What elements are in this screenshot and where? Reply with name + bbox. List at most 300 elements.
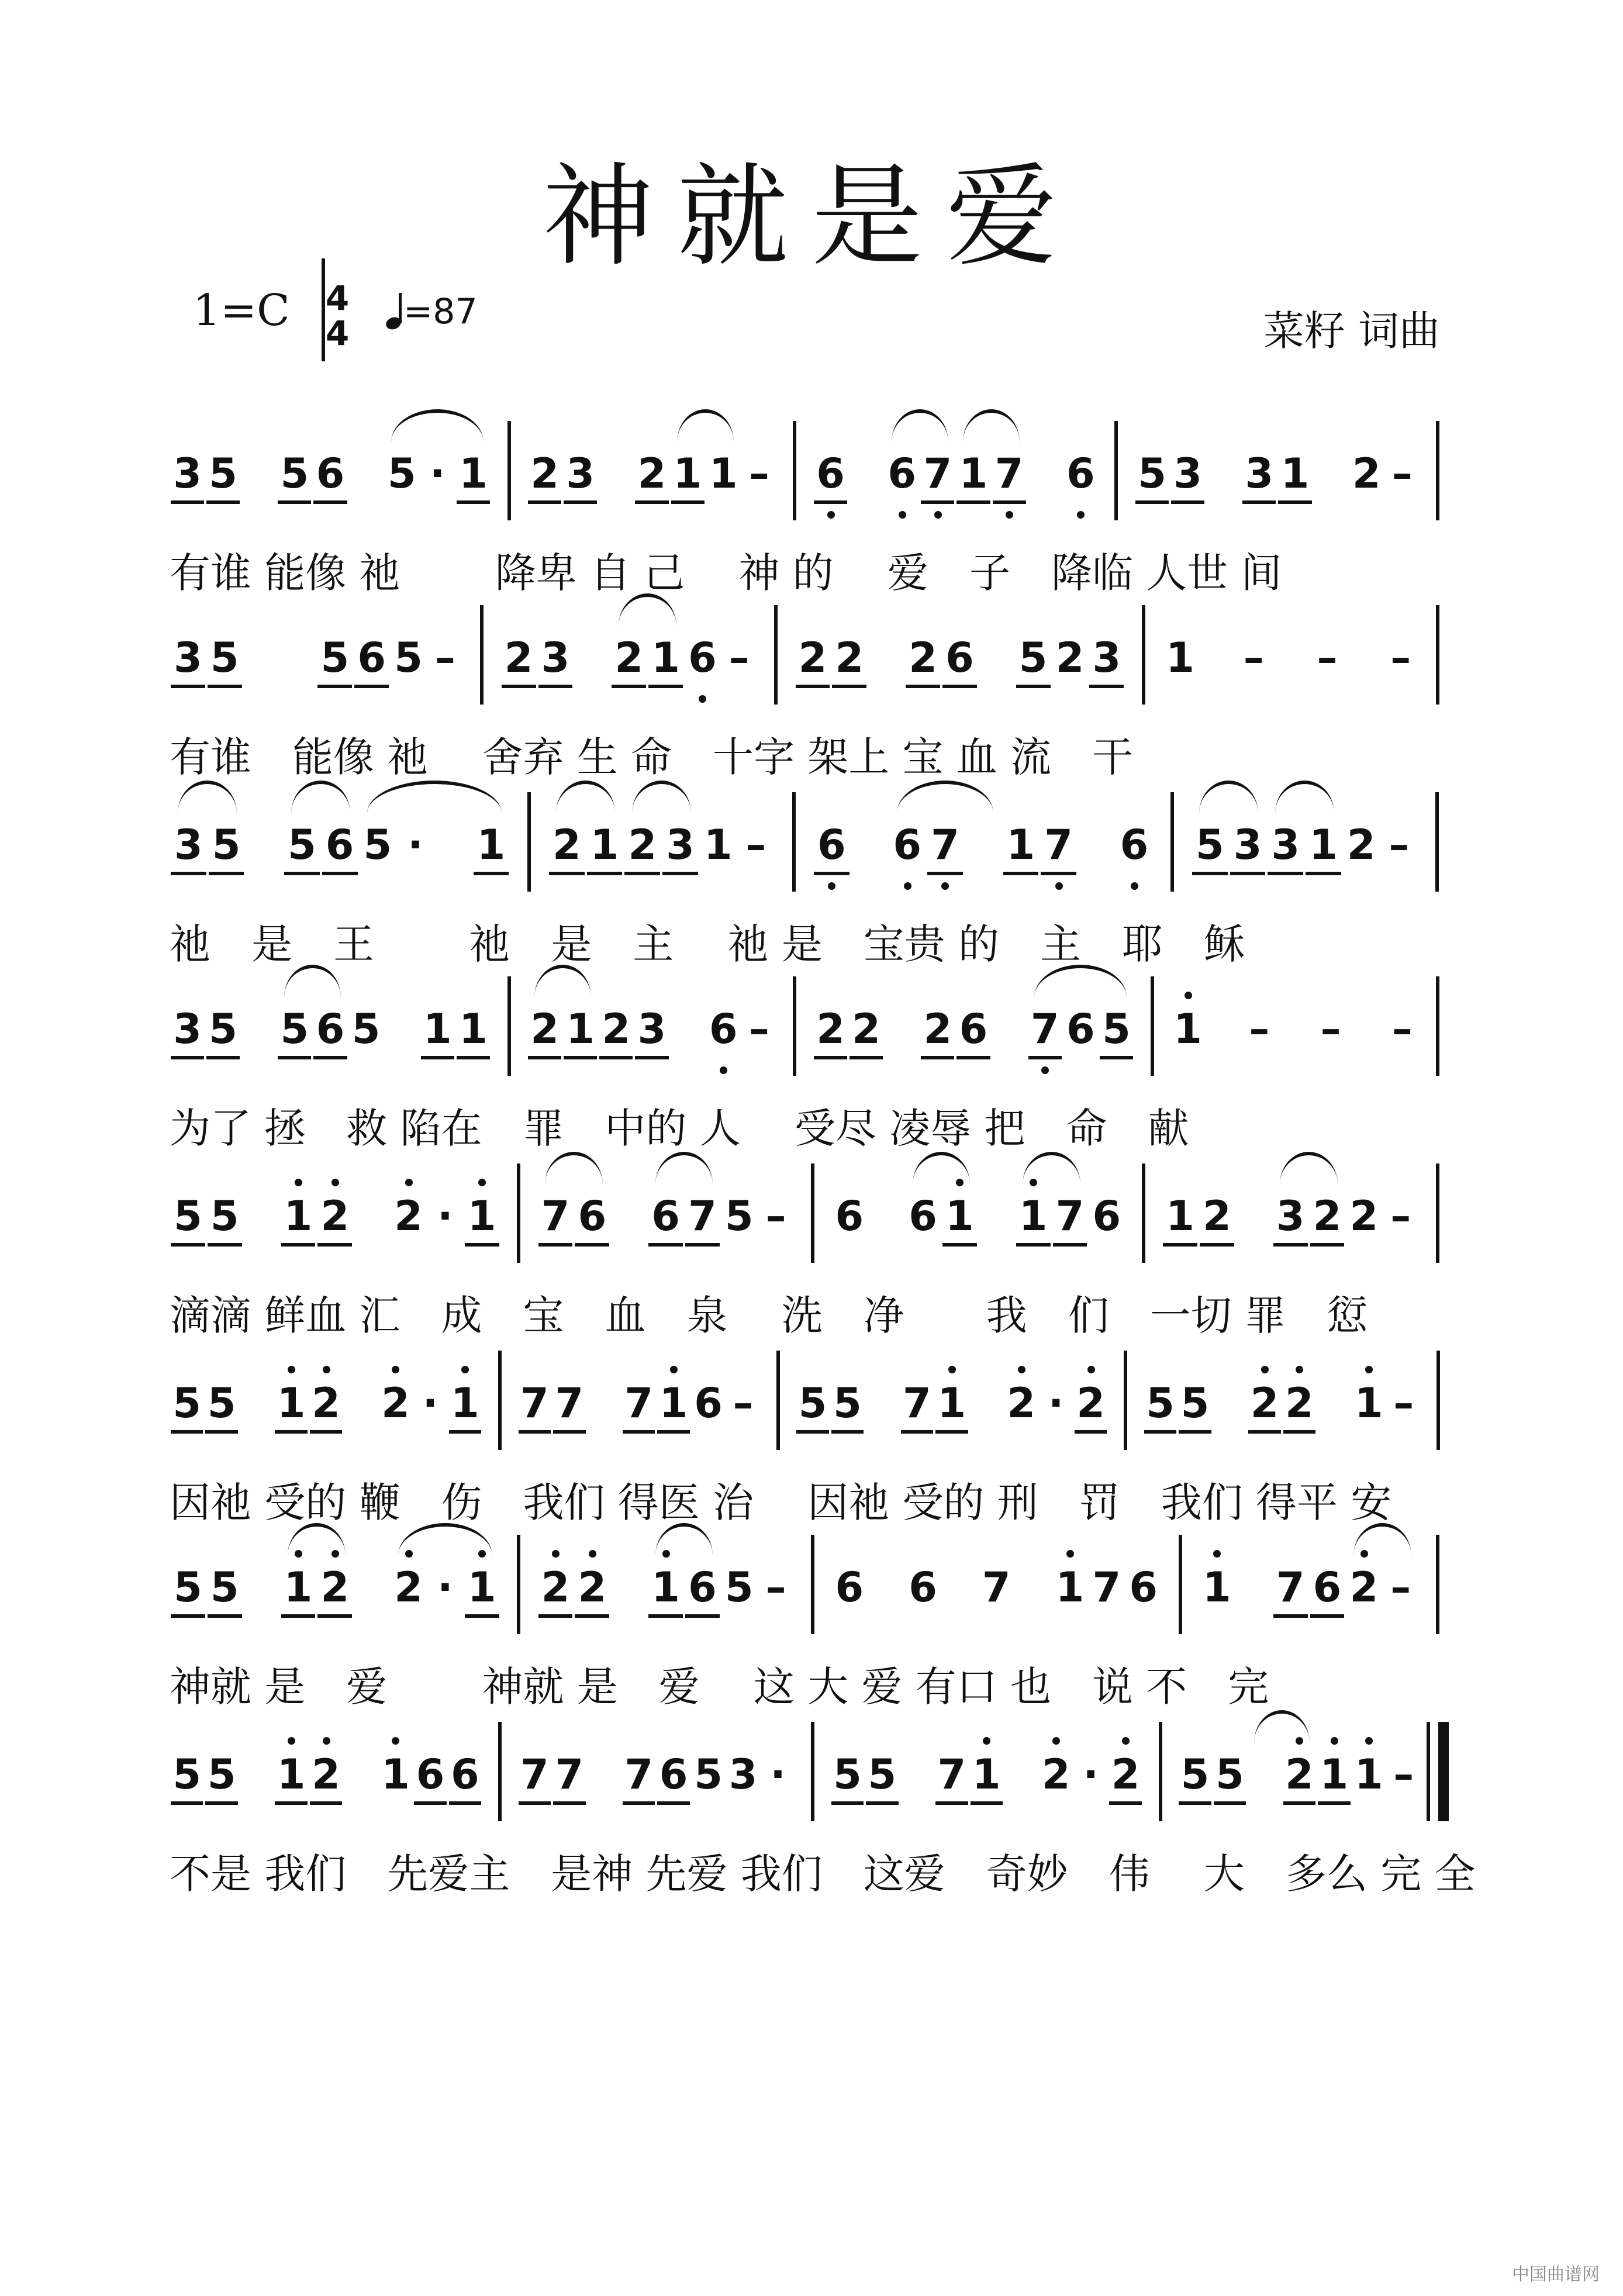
eighth-underline: [449, 1801, 481, 1805]
note: 3: [1233, 821, 1262, 869]
note: 2: [637, 450, 667, 498]
composer-credit: 菜籽 词曲: [1263, 307, 1440, 355]
notes-line: [170, 444, 1467, 526]
note: 5: [1180, 1379, 1210, 1427]
note: 1: [1354, 1379, 1383, 1427]
lyrics-text: 不是 我们 先爱主 是神 先爱 我们 这爱 奇妙 伟 大 多么 完 全: [170, 1850, 1476, 1898]
note: 2: [541, 1563, 570, 1611]
note: 1: [1166, 1192, 1194, 1240]
eighth-underline: [317, 1243, 352, 1247]
lyrics-line: [170, 1102, 1467, 1155]
eighth-underline: [538, 685, 573, 688]
notes-line: [170, 629, 1467, 710]
note: 6: [688, 1563, 717, 1611]
note: 3: [666, 821, 695, 869]
eighth-underline: [921, 500, 954, 504]
note: 6: [578, 1192, 607, 1240]
notes-line: [170, 1745, 1467, 1827]
eighth-underline: [935, 1801, 968, 1805]
note: 2: [578, 1563, 607, 1611]
low-octave-dot: [1041, 1066, 1049, 1074]
note: 2: [798, 634, 827, 682]
eighth-underline: [1268, 872, 1303, 875]
note: 5: [363, 821, 392, 869]
note: 6: [694, 1379, 723, 1427]
eighth-underline: [599, 1056, 633, 1059]
lyrics-text: 神就 是 爱 神就 是 爱 这 大 爱 有口 也 说 不 完: [170, 1663, 1269, 1711]
eighth-underline: [538, 1243, 573, 1247]
note: 2: [1349, 1192, 1379, 1240]
dash-sustain: –: [1389, 821, 1410, 869]
eighth-underline: [205, 1430, 237, 1434]
note: 2: [602, 1005, 631, 1053]
note: 2: [1076, 1379, 1106, 1427]
eighth-underline: [209, 872, 244, 875]
note: 5: [833, 1379, 862, 1427]
note: 2: [1346, 821, 1376, 869]
lyrics-line: [170, 1476, 1467, 1529]
high-octave-dot: [1261, 1366, 1269, 1373]
note: 2: [381, 1379, 410, 1427]
eighth-underline: [624, 872, 660, 875]
time-signature-line: [322, 258, 325, 361]
note: 1: [651, 1563, 680, 1611]
low-octave-dot: [1055, 882, 1063, 890]
eighth-underline: [1192, 872, 1228, 875]
eighth-underline: [474, 872, 509, 875]
slur: [655, 1152, 713, 1185]
note: 2: [394, 1192, 423, 1240]
note: 5: [387, 450, 416, 498]
slur: [913, 1152, 971, 1185]
note: 6: [1066, 1005, 1095, 1053]
eighth-underline: [623, 1801, 655, 1805]
eighth-underline: [1053, 1243, 1087, 1247]
barline: [517, 1163, 520, 1263]
note: 7: [555, 1751, 584, 1798]
note: 5: [1180, 1751, 1210, 1798]
eighth-underline: [657, 1430, 689, 1434]
slur: [291, 781, 350, 813]
note: 1: [467, 1563, 496, 1611]
barline: [480, 605, 484, 705]
eighth-underline: [278, 500, 311, 504]
note: 7: [982, 1563, 1011, 1611]
eighth-underline: [832, 685, 866, 688]
high-octave-dot: [461, 1366, 469, 1373]
lyrics-line: [170, 731, 1467, 783]
note: 2: [628, 821, 657, 869]
high-octave-dot: [288, 1366, 295, 1373]
dash-sustain: –: [748, 450, 769, 498]
eighth-underline: [685, 1243, 720, 1247]
eighth-underline: [1273, 1614, 1308, 1618]
barline: [527, 792, 531, 892]
note: 2: [1250, 1379, 1279, 1427]
barline: [507, 421, 511, 520]
note: 1: [945, 1192, 974, 1240]
note: 5: [288, 821, 316, 869]
dash-sustain: –: [1390, 634, 1411, 682]
eighth-underline: [906, 685, 940, 688]
high-octave-dot: [1365, 1366, 1373, 1373]
barline: [1114, 421, 1118, 520]
note: 2: [394, 1563, 423, 1611]
augmentation-dot: ·: [437, 1563, 453, 1611]
high-octave-dot: [1122, 1737, 1130, 1745]
barline: [811, 1163, 814, 1263]
note: 6: [835, 1192, 864, 1240]
eighth-underline: [206, 1056, 240, 1059]
note: 6: [357, 634, 386, 682]
note: 2: [320, 1192, 350, 1240]
eighth-underline: [171, 1614, 205, 1618]
note: 6: [325, 821, 354, 869]
note: 5: [172, 1751, 202, 1798]
augmentation-dot: ·: [422, 1379, 438, 1427]
note: 1: [937, 1379, 966, 1427]
note: 2: [816, 1005, 845, 1053]
note: 2: [552, 821, 581, 869]
time-signature-top: 4: [325, 278, 350, 318]
eighth-underline: [1089, 685, 1124, 688]
slur: [963, 409, 1020, 442]
note: 6: [816, 450, 845, 498]
high-octave-dot: [1296, 1366, 1303, 1373]
note: 7: [994, 450, 1024, 498]
dash-sustain: –: [748, 1005, 769, 1053]
note: 5: [798, 1379, 827, 1427]
augmentation-dot: ·: [770, 1751, 786, 1798]
eighth-underline: [648, 1614, 683, 1618]
note: 6: [316, 1005, 345, 1053]
note: 1: [277, 1751, 306, 1798]
note: 7: [555, 1379, 584, 1427]
high-octave-dot: [331, 1179, 339, 1186]
note: 5: [1196, 821, 1224, 869]
eighth-underline: [623, 1430, 655, 1434]
low-octave-dot: [1077, 511, 1085, 519]
note: 1: [590, 821, 619, 869]
eighth-underline: [657, 1801, 689, 1805]
high-octave-dot: [392, 1366, 399, 1373]
barline: [811, 1535, 814, 1634]
note: 2: [1041, 1751, 1071, 1798]
eighth-underline: [414, 1801, 446, 1805]
barline: [793, 976, 796, 1076]
note: 6: [659, 1751, 688, 1798]
time-signature-bottom: 4: [325, 313, 350, 353]
notes-line: [170, 816, 1467, 897]
barline: [774, 605, 778, 705]
note: 1: [1280, 450, 1310, 498]
slur: [545, 1152, 603, 1185]
key-signature: 1=C: [193, 285, 290, 336]
note: 6: [1120, 821, 1149, 869]
note: 6: [909, 1192, 937, 1240]
note: 2: [1352, 450, 1381, 498]
eighth-underline: [449, 1430, 481, 1434]
note: 5: [212, 821, 241, 869]
eighth-underline: [171, 1430, 203, 1434]
eighth-underline: [1283, 1430, 1315, 1434]
note: 7: [903, 1379, 931, 1427]
eighth-underline: [1179, 1430, 1211, 1434]
note: 6: [893, 821, 922, 869]
eighth-underline: [814, 872, 850, 875]
high-octave-dot: [1087, 1366, 1095, 1373]
barline: [1435, 792, 1439, 892]
slur: [892, 409, 948, 442]
eighth-underline: [278, 1056, 311, 1059]
note: 1: [459, 450, 488, 498]
eighth-underline: [956, 1056, 990, 1059]
eighth-underline: [1100, 1056, 1133, 1059]
note: 5: [833, 1751, 862, 1798]
note: 3: [1276, 1192, 1305, 1240]
eighth-underline: [1230, 872, 1266, 875]
note: 2: [614, 634, 644, 682]
dash-sustain: –: [765, 1192, 786, 1240]
eighth-underline: [519, 1801, 551, 1805]
eighth-underline: [1041, 872, 1076, 875]
dash-sustain: –: [1393, 1379, 1414, 1427]
high-octave-dot: [1018, 1366, 1025, 1373]
note: 2: [312, 1751, 340, 1798]
barline: [1170, 792, 1174, 892]
note: 7: [520, 1379, 549, 1427]
note: 1: [1309, 821, 1338, 869]
note: 5: [1138, 450, 1166, 498]
note: 5: [320, 634, 350, 682]
eighth-underline: [171, 1056, 204, 1059]
high-octave-dot: [1066, 1550, 1074, 1558]
barline: [1436, 1535, 1439, 1634]
eighth-underline: [1109, 1801, 1141, 1805]
eighth-underline: [1163, 1243, 1197, 1247]
eighth-underline: [1310, 1614, 1345, 1618]
high-octave-dot: [1052, 1737, 1060, 1745]
note: 5: [1102, 1005, 1131, 1053]
eighth-underline: [971, 1801, 1003, 1805]
note: 5: [351, 1005, 381, 1053]
low-octave-dot: [904, 882, 911, 890]
high-octave-dot: [1185, 992, 1192, 999]
note: 5: [174, 1192, 202, 1240]
note: 3: [566, 450, 595, 498]
note: 6: [316, 450, 345, 498]
note: 2: [320, 1563, 350, 1611]
dash-sustain: –: [1390, 1563, 1411, 1611]
note: 3: [541, 634, 570, 682]
high-octave-dot: [323, 1737, 330, 1745]
eighth-underline: [206, 500, 240, 504]
dash-sustain: –: [434, 634, 455, 682]
eighth-underline: [1016, 1243, 1051, 1247]
note: 5: [210, 1192, 239, 1240]
lyrics-text: 祂 是 王 祂 是 主 祂 是 宝贵 的 主 耶 稣: [170, 920, 1245, 968]
lyrics-text: 有谁 能像 祂 降卑 自 己 神 的 爱 子 降临 人世 间: [170, 549, 1282, 597]
note: 5: [724, 1563, 754, 1611]
tempo-value: =87: [403, 291, 478, 332]
eighth-underline: [662, 872, 698, 875]
low-octave-dot: [1131, 882, 1138, 890]
eighth-underline: [208, 685, 242, 688]
note: 5: [280, 1005, 309, 1053]
eighth-underline: [208, 1614, 242, 1618]
lyrics-line: [170, 1848, 1476, 1900]
augmentation-dot: ·: [1083, 1751, 1099, 1798]
eighth-underline: [502, 685, 536, 688]
slur: [632, 781, 691, 813]
eighth-underline: [814, 1056, 847, 1059]
eighth-underline: [275, 1801, 307, 1805]
eighth-underline: [171, 500, 204, 504]
note: 1: [959, 450, 988, 498]
note: 1: [459, 1005, 488, 1053]
note: 7: [541, 1192, 570, 1240]
eighth-underline: [553, 1801, 585, 1805]
note: 2: [1313, 1192, 1342, 1240]
high-octave-dot: [392, 1737, 399, 1745]
note: 2: [909, 634, 937, 682]
note: 3: [637, 1005, 667, 1053]
note: 2: [1203, 1192, 1231, 1240]
eighth-underline: [866, 1801, 898, 1805]
note: 5: [207, 1379, 236, 1427]
dash-sustain: –: [1391, 1005, 1413, 1053]
dash-sustain: –: [1320, 1005, 1341, 1053]
eighth-underline: [1248, 1430, 1280, 1434]
eighth-underline: [1278, 500, 1311, 504]
low-octave-dot: [1006, 511, 1013, 519]
slur: [391, 409, 484, 442]
barline: [517, 1535, 520, 1634]
lyrics-text: 有谁 能像 祂 舍弃 生 命 十字 架上 宝 血 流 干: [170, 733, 1134, 781]
lyrics-line: [170, 1660, 1467, 1713]
note: 6: [1129, 1563, 1158, 1611]
eighth-underline: [796, 1430, 828, 1434]
eighth-underline: [1310, 1243, 1345, 1247]
barline: [793, 421, 796, 520]
note: 2: [852, 1005, 881, 1053]
eighth-underline: [1200, 1243, 1234, 1247]
note: 1: [423, 1005, 452, 1053]
note: 7: [1044, 821, 1073, 869]
note: 7: [931, 821, 959, 869]
high-octave-dot: [948, 1366, 956, 1373]
augmentation-dot: ·: [1048, 1379, 1064, 1427]
barline: [1436, 421, 1439, 520]
note: 6: [651, 1192, 680, 1240]
note: 7: [688, 1192, 717, 1240]
barline: [776, 1351, 780, 1450]
note: 2: [504, 634, 533, 682]
eighth-underline: [671, 500, 705, 504]
lyrics-line: [170, 547, 1467, 599]
dash-sustain: –: [1317, 634, 1338, 682]
eighth-underline: [275, 1430, 307, 1434]
note: 2: [312, 1379, 340, 1427]
note: 2: [1055, 634, 1085, 682]
high-octave-dot: [478, 1179, 486, 1186]
eighth-underline: [171, 1801, 203, 1805]
note: 3: [728, 1751, 758, 1798]
high-octave-dot: [589, 1550, 596, 1558]
note: 1: [709, 450, 738, 498]
note: 1: [1055, 1563, 1085, 1611]
note: 3: [1092, 634, 1121, 682]
note: 2: [1285, 1379, 1314, 1427]
eighth-underline: [901, 1430, 933, 1434]
note: 2: [835, 634, 864, 682]
high-octave-dot: [1365, 1737, 1373, 1745]
note: 1: [284, 1563, 313, 1611]
eighth-underline: [831, 1801, 864, 1805]
dash-sustain: –: [745, 821, 766, 869]
eighth-underline: [1028, 1056, 1062, 1059]
note: 6: [909, 1563, 937, 1611]
note: 5: [280, 450, 309, 498]
note: 5: [209, 450, 238, 498]
note: 6: [416, 1751, 445, 1798]
song-title: 神就是爱: [542, 152, 1080, 281]
note: 6: [959, 1005, 988, 1053]
eighth-underline: [457, 1056, 490, 1059]
augmentation-dot: ·: [408, 821, 423, 869]
note: 7: [1092, 1563, 1121, 1611]
note: 1: [972, 1751, 1001, 1798]
note: 1: [1173, 1005, 1203, 1053]
eighth-underline: [935, 1430, 968, 1434]
eighth-underline: [564, 500, 597, 504]
eighth-underline: [831, 1430, 864, 1434]
slur: [1280, 1152, 1338, 1185]
low-octave-dot: [941, 882, 949, 890]
eighth-underline: [587, 872, 623, 875]
high-octave-dot: [983, 1737, 990, 1745]
slur: [677, 409, 734, 442]
note: 6: [1066, 450, 1095, 498]
low-octave-dot: [699, 695, 706, 703]
dash-sustain: –: [765, 1563, 786, 1611]
eighth-underline: [635, 500, 668, 504]
eighth-underline: [313, 1056, 347, 1059]
quarter-note-icon: [386, 294, 403, 329]
slur: [178, 781, 237, 813]
eighth-underline: [564, 1056, 597, 1059]
note: 3: [174, 634, 202, 682]
note: 5: [1018, 634, 1048, 682]
high-octave-dot: [288, 1737, 295, 1745]
barline: [1151, 976, 1154, 1076]
eighth-underline: [310, 1430, 342, 1434]
barline: [811, 1722, 814, 1821]
eighth-underline: [1283, 1801, 1315, 1805]
note: 5: [724, 1192, 754, 1240]
high-octave-dot: [295, 1179, 302, 1186]
note: 2: [923, 1005, 952, 1053]
barline: [1159, 1722, 1162, 1821]
eighth-underline: [814, 500, 847, 504]
eighth-underline: [927, 872, 963, 875]
note: 1: [1320, 1751, 1349, 1798]
eighth-underline: [685, 1614, 720, 1618]
eighth-underline: [993, 500, 1026, 504]
slur: [1254, 1710, 1310, 1743]
eighth-underline: [921, 1056, 954, 1059]
watermark: 中国曲谱网: [1512, 2264, 1600, 2285]
